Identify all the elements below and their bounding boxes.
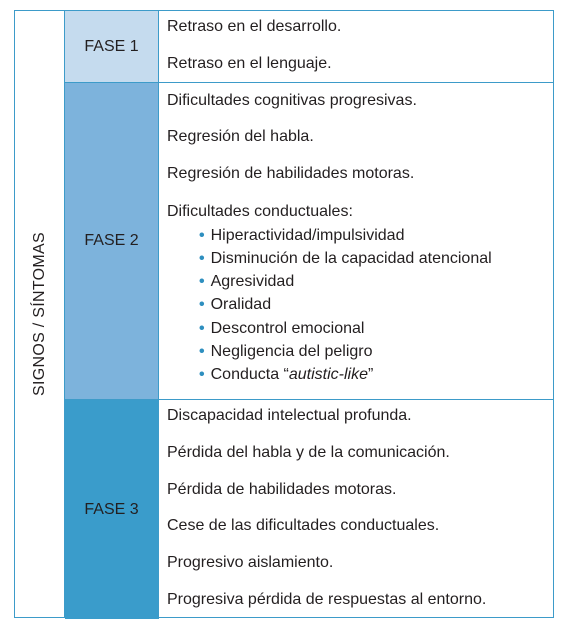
sub-list-item: • Disminución de la capacidad atencional [199,250,492,267]
phase-row-1 [65,11,553,83]
phase-content-3 [159,400,553,619]
list-item: Pérdida del habla y de la comunicación. [167,444,450,461]
side-label: SIGNOS / SÍNTOMAS [31,232,48,396]
phase-label-3: FASE 3 [65,400,159,619]
phase-row-3 [65,400,553,619]
list-item: Regresión del habla. [167,128,314,145]
list-item: Progresivo aislamiento. [167,554,334,571]
phase-label-1: FASE 1 [65,11,159,82]
sub-list-item: • Descontrol emocional [199,320,365,337]
sub-list-item: • Negligencia del peligro [199,343,373,360]
list-item: Dificultades cognitivas progresivas. [167,92,417,109]
symptoms-table [14,10,554,618]
list-item: Progresiva pérdida de respuestas al entorno. [167,591,487,608]
sub-list-item: • Agresividad [199,273,295,290]
list-item: Pérdida de habilidades motoras. [167,481,397,498]
list-item: Retraso en el lenguaje. [167,55,332,72]
list-item: Cese de las dificultades conductuales. [167,517,440,534]
list-item: Dificultades conductuales: [167,203,353,220]
phase-row-2 [65,83,553,400]
sub-list-item: • Oralidad [199,296,272,313]
list-item: Regresión de habilidades motoras. [167,165,415,182]
phase-content-1 [159,11,553,82]
phase-content-2 [159,83,553,399]
sub-list-item: • Conducta “autistic-like” [199,366,374,383]
phase-label-2: FASE 2 [65,83,159,399]
list-item: Retraso en el desarrollo. [167,18,342,35]
side-column [15,11,65,617]
list-item: Discapacidad intelectual profunda. [167,407,412,424]
sub-list-item: • Hiperactividad/impulsividad [199,227,405,244]
